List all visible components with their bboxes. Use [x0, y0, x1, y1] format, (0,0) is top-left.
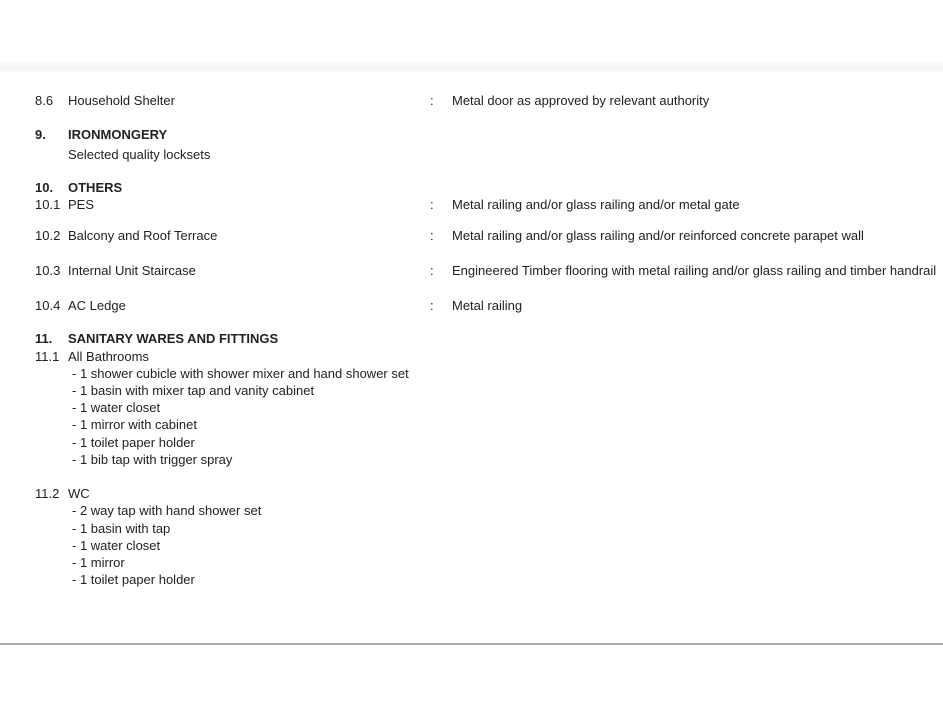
bullet-text: - 1 toilet paper holder: [72, 572, 195, 587]
bullet-item: [0, 502, 943, 519]
item-number: 11.2: [35, 486, 60, 501]
section-title: IRONMONGERY: [68, 127, 168, 142]
colon-separator: :: [430, 298, 434, 313]
bullet-item: [0, 554, 943, 571]
spec-row: [0, 262, 943, 279]
bullet-item: [0, 451, 943, 468]
section-number: 9.: [35, 127, 46, 142]
item-number: 10.2: [35, 228, 61, 243]
bullet-text: - 1 shower cubicle with shower mixer and hand shower set: [72, 366, 409, 381]
bullet-item: [0, 571, 943, 588]
note-row: [0, 146, 943, 163]
section-heading-row: [0, 179, 943, 196]
item-number: 11.1: [35, 349, 60, 364]
bullet-text: - 1 mirror: [72, 555, 125, 570]
colon-separator: :: [430, 228, 434, 243]
item-value: Metal railing: [452, 298, 523, 313]
bullet-item: [0, 520, 943, 537]
spec-row: [0, 227, 943, 244]
colon-separator: :: [430, 93, 434, 108]
bullet-item: [0, 416, 943, 433]
section-number: 10.: [35, 180, 54, 195]
bullet-text: - 1 toilet paper holder: [72, 435, 195, 450]
item-label: PES: [68, 197, 95, 212]
item-label: WC: [68, 486, 90, 501]
colon-separator: :: [430, 263, 434, 278]
item-number: 8.6: [35, 93, 54, 108]
bullet-text: - 1 bib tap with trigger spray: [72, 452, 233, 467]
item-label: Household Shelter: [68, 93, 175, 108]
bullet-item: [0, 434, 943, 451]
item-label: Internal Unit Staircase: [68, 263, 196, 278]
item-value: Metal door as approved by relevant authority: [452, 93, 710, 108]
item-label: AC Ledge: [68, 298, 126, 313]
subsection-row: [0, 485, 943, 502]
colon-separator: :: [430, 197, 434, 212]
bullet-text: - 1 water closet: [72, 538, 161, 553]
bullet-text: - 2 way tap with hand shower set: [72, 503, 262, 518]
bullet-text: - 1 mirror with cabinet: [72, 417, 197, 432]
page-break-divider-bottom: [0, 643, 943, 645]
subsection-row: [0, 348, 943, 365]
spec-row: [0, 297, 943, 314]
item-number: 10.4: [35, 298, 61, 313]
section-heading-row: [0, 330, 943, 347]
spec-row: [0, 196, 943, 213]
item-value: Engineered Timber flooring with metal railing and/or glass railing and timber handrail: [452, 263, 937, 278]
item-value: Metal railing and/or glass railing and/or metal gate: [452, 197, 740, 212]
bullet-item: [0, 365, 943, 382]
section-heading-row: [0, 126, 943, 143]
section-title: OTHERS: [68, 180, 123, 195]
section-title: SANITARY WARES AND FITTINGS: [68, 331, 279, 346]
section-number: 11.: [35, 331, 53, 346]
item-number: 10.3: [35, 263, 61, 278]
item-value: Metal railing and/or glass railing and/or reinforced concrete parapet wall: [452, 228, 864, 243]
bullet-item: [0, 537, 943, 554]
item-label: All Bathrooms: [68, 349, 149, 364]
bullet-text: - 1 water closet: [72, 400, 161, 415]
item-label: Balcony and Roof Terrace: [68, 228, 218, 243]
bullet-item: [0, 399, 943, 416]
page-break-divider-top: [0, 62, 943, 72]
note-text: Selected quality locksets: [68, 147, 211, 162]
spec-row: [0, 92, 943, 109]
bullet-text: - 1 basin with mixer tap and vanity cabinet: [72, 383, 315, 398]
item-number: 10.1: [35, 197, 61, 212]
bullet-item: [0, 382, 943, 399]
bullet-text: - 1 basin with tap: [72, 521, 171, 536]
